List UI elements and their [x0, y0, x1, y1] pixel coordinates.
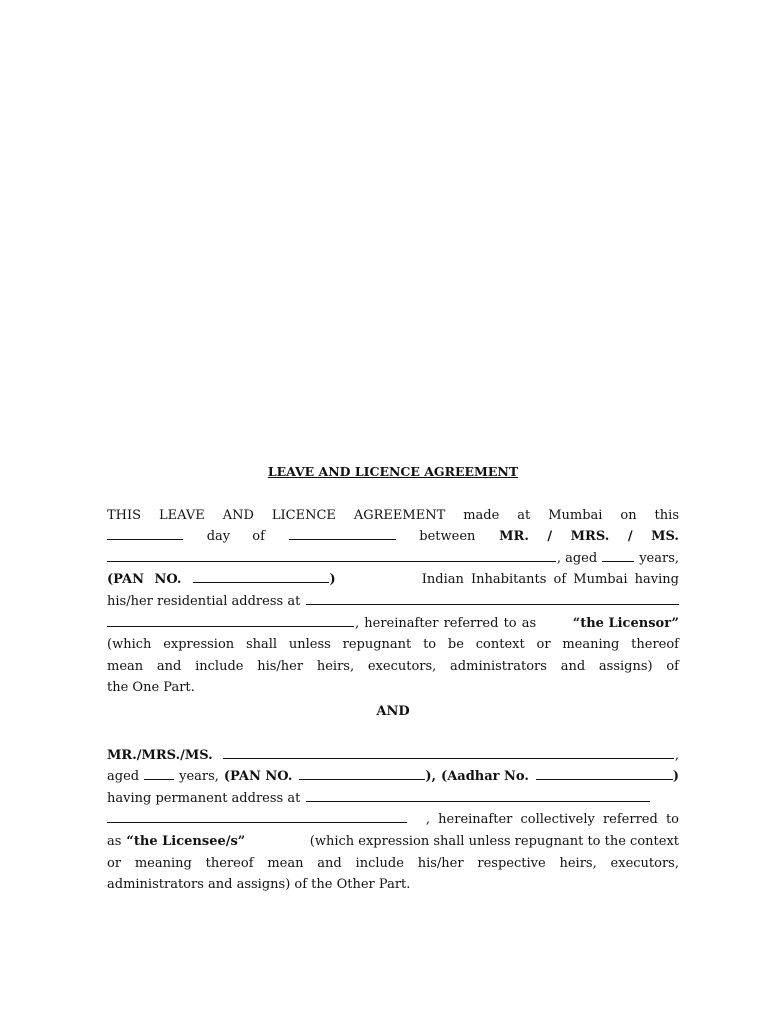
- licensee-pan-blank: [299, 766, 425, 780]
- licensee-years-label: years,: [179, 769, 219, 785]
- and-separator: AND: [376, 703, 410, 719]
- licensee-line-3: [107, 788, 679, 810]
- licensee-line-1: [107, 745, 679, 767]
- residential-address-blank-2: [107, 613, 354, 627]
- licensee-aadhar-close: ): [672, 769, 679, 785]
- day-of-label: day of: [206, 529, 265, 545]
- agreement-page: [107, 461, 679, 896]
- residential-address-blank: [306, 591, 679, 605]
- licensor-honorific: MR. / MRS. / MS.: [499, 529, 679, 545]
- licensor-line-5: [107, 591, 679, 613]
- licensee-pan-close: ),: [425, 769, 437, 785]
- licensor-pan-label: (PAN NO.: [107, 572, 182, 588]
- licensor-line-3: [107, 548, 679, 570]
- licensor-line-2: [107, 526, 679, 548]
- permanent-address-blank: [306, 788, 650, 802]
- permanent-address-blank-2: [107, 809, 407, 823]
- licensor-line-4: [107, 569, 679, 591]
- licensee-honorific: MR./MRS./MS.: [107, 747, 213, 763]
- aged-label: , aged: [556, 550, 598, 566]
- licensor-age-blank: [602, 548, 634, 562]
- permanent-address-label: having permanent address at: [107, 790, 301, 806]
- licensee-line-5: [107, 831, 679, 853]
- referred-as-text: , hereinafter referred to as: [355, 615, 537, 631]
- licensor-pan-blank: [193, 569, 329, 583]
- licensor-line-8: mean and include his/her heirs, executors, administrators and assigns) of: [107, 658, 679, 674]
- licensee-pan-label: (PAN NO.: [223, 769, 293, 785]
- licensor-name-blank: [107, 548, 556, 562]
- licensee-age-blank: [144, 766, 174, 780]
- licensee-aadhar-blank: [536, 766, 673, 780]
- licensee-expression-text: (which expression shall unless repugnant to the context: [309, 833, 679, 849]
- licensee-line-4: [107, 809, 679, 831]
- licensee-line-7: administrators and assigns) of the Other Part.: [107, 877, 411, 893]
- licensee-line-6: or meaning thereof mean and include his/her respective heirs, executors,: [107, 855, 679, 871]
- years-label: years,: [639, 550, 679, 566]
- residential-address-label: his/her residential address at: [107, 593, 301, 609]
- month-blank: [289, 526, 396, 540]
- licensee-as-label: as: [107, 833, 122, 849]
- licensor-role: “the Licensor”: [572, 615, 679, 631]
- collectively-referred-text: , hereinafter collectively referred to: [425, 812, 679, 828]
- licensee-name-comma: ,: [674, 747, 679, 763]
- licensor-pan-close: ): [329, 572, 336, 588]
- licensor-line-9: the One Part.: [107, 680, 195, 696]
- licensee-name-blank: [223, 745, 674, 759]
- licensee-paragraph: [107, 745, 679, 896]
- licensee-aged-label: aged: [107, 769, 140, 785]
- inhabitants-text: Indian Inhabitants of Mumbai having: [421, 572, 679, 588]
- licensee-aadhar-label: (Aadhar No.: [441, 769, 529, 785]
- licensor-line-6: [107, 613, 679, 635]
- between-label: between: [419, 529, 476, 545]
- licensee-line-2: [107, 766, 679, 788]
- licensor-line-7: (which expression shall unless repugnant to be context or meaning thereof: [107, 637, 679, 653]
- licensee-role: “the Licensee/s”: [126, 833, 246, 849]
- licensor-paragraph: [107, 505, 679, 699]
- licensor-line-1: THIS LEAVE AND LICENCE AGREEMENT made at Mumbai on this: [107, 507, 679, 523]
- document-title: LEAVE AND LICENCE AGREEMENT: [267, 464, 519, 479]
- date-blank: [107, 526, 183, 540]
